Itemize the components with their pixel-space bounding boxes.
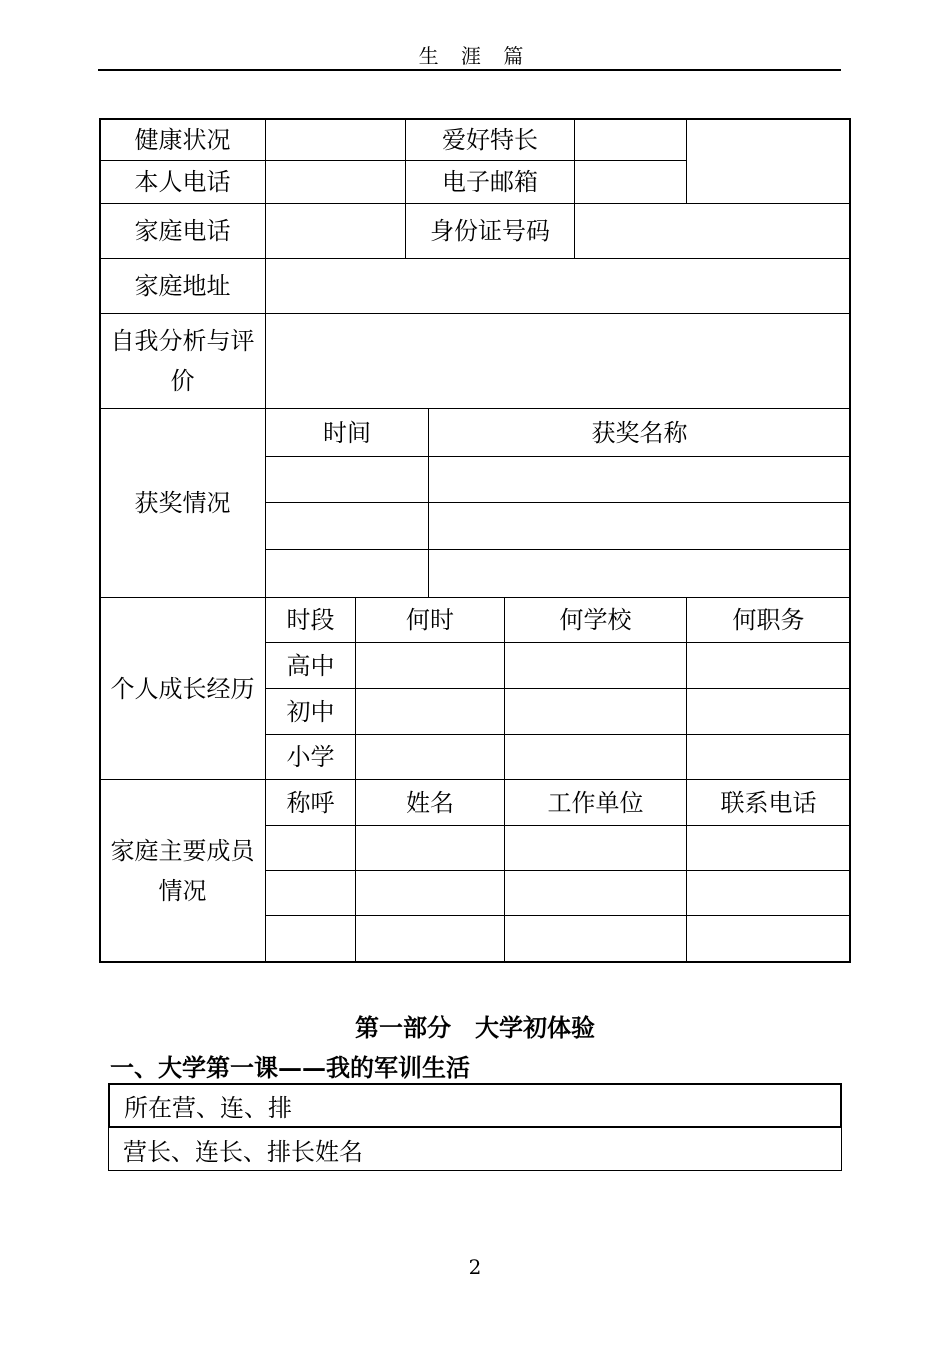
military-row-unit[interactable] <box>108 1083 842 1128</box>
row-divider <box>265 502 850 503</box>
field-id-number[interactable] <box>575 204 850 258</box>
label-email: 电子邮箱 <box>442 168 538 196</box>
photo-box[interactable] <box>687 120 850 203</box>
military-training-table <box>108 1083 842 1171</box>
military-unit-label: 所在营、连、排 <box>124 1094 292 1122</box>
growth-col-school: 何学校 <box>559 606 632 634</box>
field-phone[interactable] <box>266 161 405 203</box>
label-health: 健康状况 <box>134 126 231 154</box>
family-col-name: 姓名 <box>406 788 454 817</box>
row-divider <box>265 825 850 826</box>
growth-col-when: 何时 <box>406 606 454 634</box>
field-self-evaluation[interactable] <box>266 314 850 408</box>
row-divider <box>265 915 850 916</box>
family-col-work: 工作单位 <box>547 788 644 817</box>
field-home-phone[interactable] <box>266 204 405 258</box>
page-header: 生 涯 篇 <box>418 44 532 68</box>
label-hobby: 爱好特长 <box>442 126 538 154</box>
row-divider <box>265 549 850 550</box>
growth-col-position: 何职务 <box>732 606 805 634</box>
growth-row-high-school: 高中 <box>286 651 335 680</box>
label-address: 家庭地址 <box>134 272 231 300</box>
growth-row-primary-school: 小学 <box>286 743 335 771</box>
label-growth: 个人成长经历 <box>110 674 255 703</box>
header-rule <box>98 69 841 71</box>
label-awards: 获奖情况 <box>134 489 231 517</box>
col-divider <box>504 597 505 961</box>
field-address[interactable] <box>266 259 850 313</box>
field-email[interactable] <box>575 161 686 203</box>
row-divider <box>265 456 850 457</box>
label-id-number: 身份证号码 <box>430 217 550 245</box>
label-phone: 本人电话 <box>134 168 231 196</box>
label-self-evaluation: 自我分析与评价 <box>110 327 255 395</box>
col-divider <box>686 597 687 961</box>
label-family: 家庭主要成员情况 <box>110 836 255 905</box>
growth-row-middle-school: 初中 <box>286 697 335 726</box>
page-number: 2 <box>468 1255 482 1279</box>
section-subtitle: 一、大学第一课——我的军训生活 <box>110 1053 470 1082</box>
field-health[interactable] <box>266 120 405 160</box>
field-hobby[interactable] <box>575 120 686 160</box>
awards-col-time: 时间 <box>323 418 371 447</box>
part-title: 第一部分 大学初体验 <box>355 1013 595 1042</box>
label-home-phone: 家庭电话 <box>134 217 231 245</box>
row-divider <box>265 870 850 871</box>
col-divider <box>355 597 356 961</box>
growth-col-period: 时段 <box>286 606 335 634</box>
family-col-phone: 联系电话 <box>720 788 817 817</box>
military-row-commanders[interactable] <box>108 1128 842 1171</box>
family-col-relation: 称呼 <box>286 788 335 817</box>
awards-col-name: 获奖名称 <box>591 418 688 447</box>
military-commanders-label: 营长、连长、排长姓名 <box>123 1137 363 1166</box>
